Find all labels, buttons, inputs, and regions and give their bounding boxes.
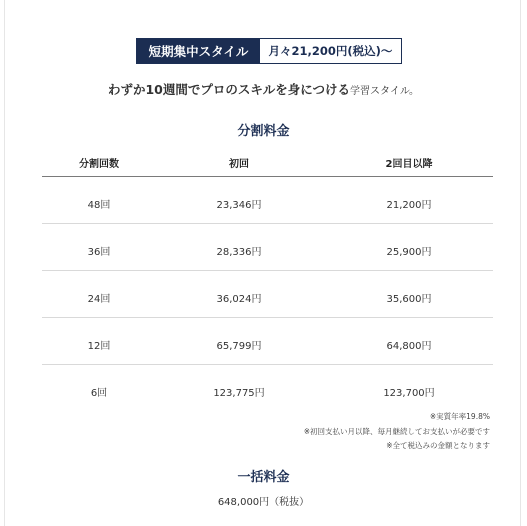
header-first: 初回 [229, 159, 249, 170]
row-first-payment: 36,024円 [216, 294, 262, 305]
row-count: 12回 [87, 341, 111, 352]
row-first-payment: 65,799円 [216, 341, 262, 352]
row-first-payment: 28,336円 [216, 247, 262, 258]
table-row [42, 318, 493, 365]
header-count: 分割回数 [79, 159, 119, 170]
plan-tagline [0, 80, 527, 98]
row-count: 48回 [87, 200, 111, 211]
row-first-payment: 23,346円 [216, 200, 262, 211]
table-row [42, 271, 493, 318]
note-tax-included: ※全て税込みの金額となります [386, 441, 490, 450]
note-continuous-payment: ※初回支払い月以降、毎月継続してお支払いが必要です [303, 426, 490, 436]
row-subsequent-payment: 64,800円 [386, 341, 432, 352]
left-border-line [4, 0, 5, 526]
plan-name-label: 短期集中スタイル [137, 39, 260, 63]
row-subsequent-payment: 123,700円 [383, 388, 435, 399]
header-subsequent: 2回目以降 [385, 159, 433, 170]
right-border-line [520, 0, 521, 526]
tagline-sub: 学習スタイル。 [350, 86, 420, 97]
lump-sum-price: 648,000円（税抜） [217, 497, 310, 508]
row-count: 6回 [90, 388, 108, 399]
plan-header [136, 38, 402, 64]
table-row [42, 177, 493, 224]
tagline-main: わずか10週間でプロのスキルを身につける [107, 82, 351, 97]
row-count: 24回 [87, 294, 111, 305]
installment-title: 分割料金 [237, 124, 290, 139]
row-subsequent-payment: 35,600円 [386, 294, 432, 305]
row-count: 36回 [87, 247, 111, 258]
plan-monthly-price: 月々21,200円(税込)〜 [268, 44, 393, 58]
row-subsequent-payment: 21,200円 [386, 200, 432, 211]
table-row [42, 365, 493, 412]
lump-sum-title: 一括料金 [237, 470, 290, 485]
note-apr: ※実質年率19.8% [429, 412, 490, 421]
installment-table [42, 146, 493, 412]
installment-notes [304, 410, 490, 454]
row-subsequent-payment: 25,900円 [386, 247, 432, 258]
table-header [42, 146, 493, 177]
table-row [42, 224, 493, 271]
row-first-payment: 123,775円 [213, 388, 265, 399]
